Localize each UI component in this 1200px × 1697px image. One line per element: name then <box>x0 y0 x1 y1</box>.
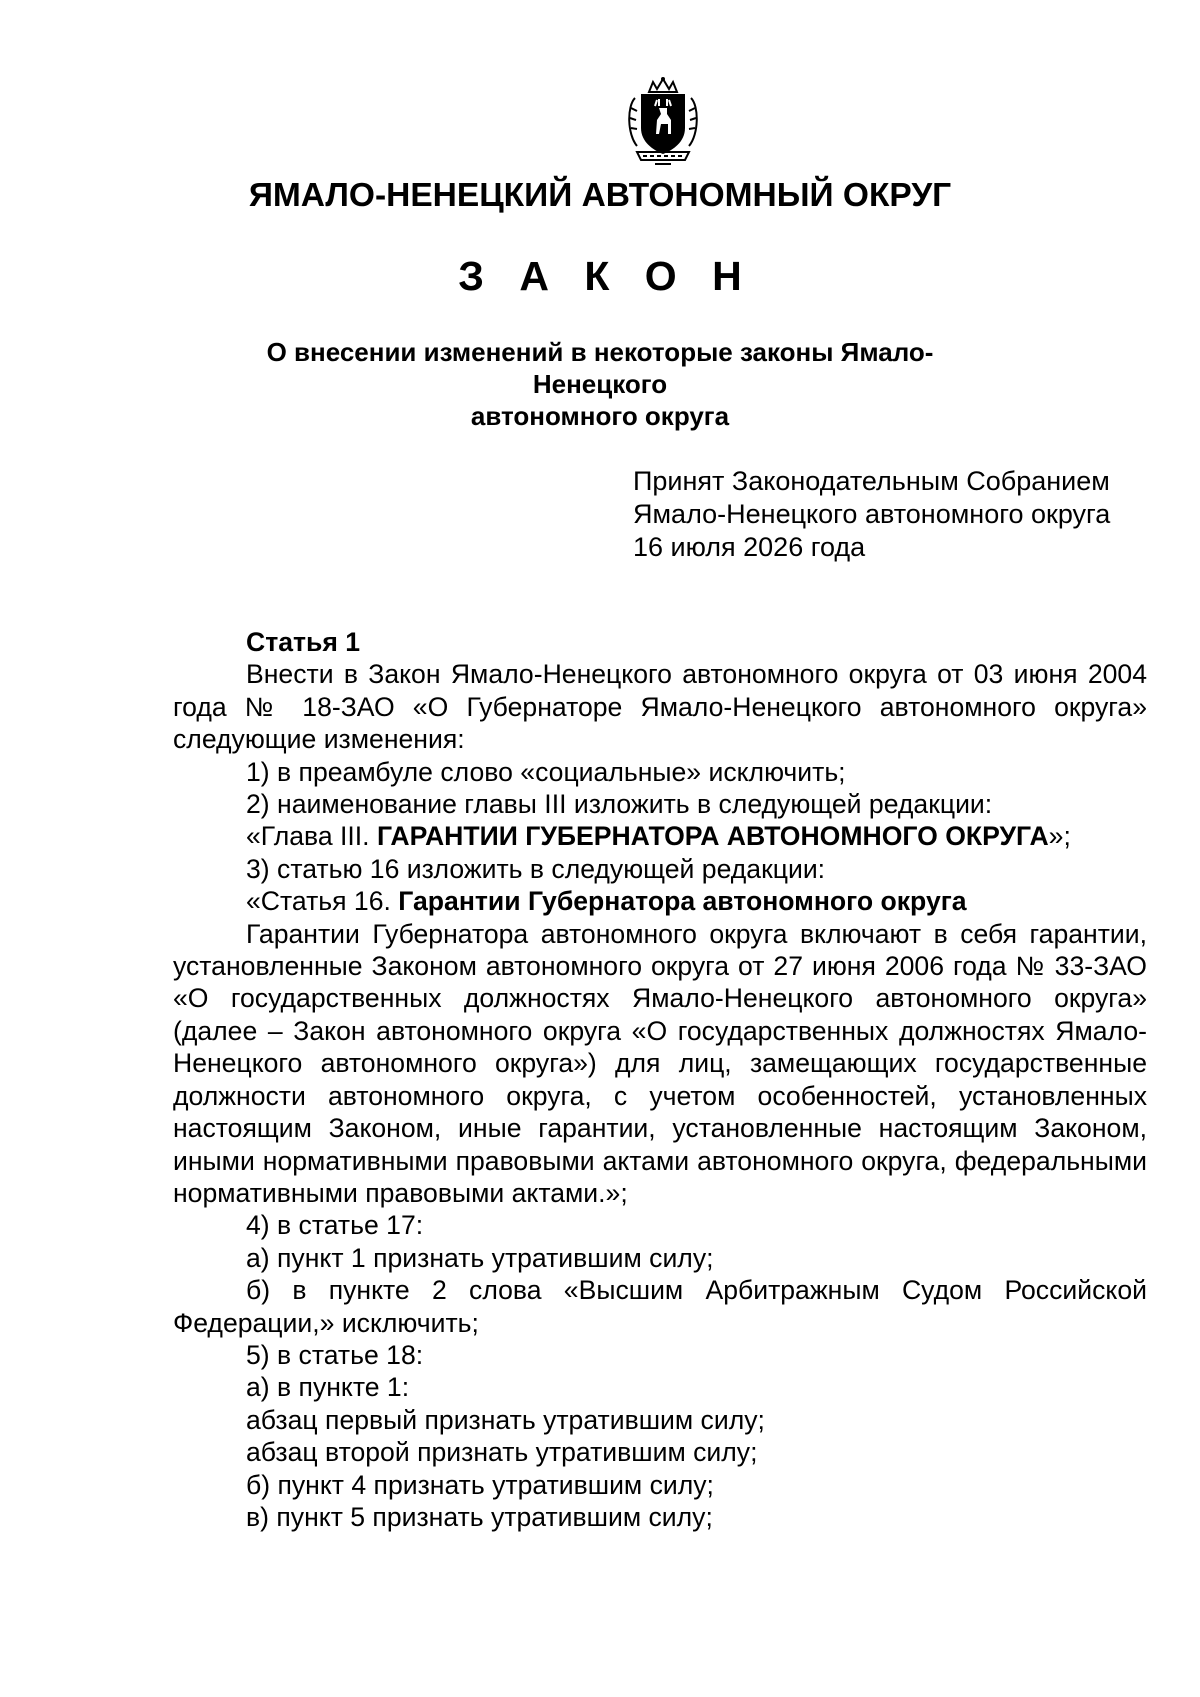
article-intro: Внести в Закон Ямало-Ненецкого автономного округа от 03 июня 2004 года № 18-ЗАО «О Губернаторе Ямало-Ненецкого автономного округа» следующие изменения: <box>173 659 1147 755</box>
law-title-line-1: О внесении изменений в некоторые законы Ямало-Ненецкого <box>266 337 934 399</box>
list-item-5: 5) в статье 18: <box>246 1339 424 1370</box>
list-item-5a-2: абзац второй признать утратившим силу; <box>246 1437 758 1468</box>
list-item-5a-1: абзац первый признать утратившим силу; <box>246 1404 765 1435</box>
chapter-quote <box>173 820 1147 852</box>
list-item-4a: а) пункт 1 признать утратившим силу; <box>246 1242 714 1273</box>
article-1 <box>173 626 1147 1533</box>
adoption-line-1: Принят Законодательным Собранием <box>633 466 1110 496</box>
article16-quote-title: Гарантии Губернатора автономного округа <box>398 886 967 917</box>
adoption-line-3: 16 июля 2026 года <box>633 532 866 562</box>
chapter-quote-title: ГАРАНТИИ ГУБЕРНАТОРА АВТОНОМНОГО ОКРУГА <box>376 821 1049 852</box>
region-heading: ЯМАЛО-НЕНЕЦКИЙ АВТОНОМНЫЙ ОКРУГ <box>248 177 952 214</box>
article16-quote-prefix: «Статья 16. <box>246 886 399 917</box>
coat-of-arms-icon <box>621 76 705 168</box>
law-title-line-2: автономного округа <box>470 401 730 431</box>
document-type-heading: З А К О Н <box>458 253 754 299</box>
list-item-1: 1) в преамбуле слово «социальные» исключить; <box>246 756 846 787</box>
law-title <box>200 336 1000 432</box>
article16-quote <box>173 885 1147 917</box>
adoption-line-2: Ямало-Ненецкого автономного округа <box>633 499 1111 529</box>
list-item-5b: б) пункт 4 признать утратившим силу; <box>246 1469 714 1500</box>
chapter-quote-suffix: »; <box>1048 821 1071 852</box>
chapter-quote-prefix: «Глава III. <box>246 821 377 852</box>
list-item-2: 2) наименование главы III изложить в следующей редакции: <box>246 789 993 820</box>
article16-text: Гарантии Губернатора автономного округа включают в себя гарантии, установленные Законом автономного округа от 27 июня 2006 года № 33-ЗАО «О государственных должностях Ямало-Ненецкого автономного округа» (далее – Закон автономного округа «О государственных должностях Ямало-Ненецкого автономного округа») для лиц, замещающих государственные должности автономного округа, с учетом особенностей, установленных настоящим Законом, иные гарантии, установленные настоящим Законом, иными нормативными правовыми актами автономного округа, федеральными нормативными правовыми актами.»; <box>173 918 1147 1208</box>
list-item-5c: в) пункт 5 признать утратившим силу; <box>246 1501 713 1532</box>
list-item-4: 4) в статье 17: <box>246 1210 424 1241</box>
list-item-5a: а) в пункте 1: <box>246 1372 410 1403</box>
list-item-3: 3) статью 16 изложить в следующей редакции: <box>246 853 826 884</box>
list-item-4b: б) в пункте 2 слова «Высшим Арбитражным Судом Российской Федерации,» исключить; <box>173 1275 1147 1338</box>
article-heading: Статья 1 <box>246 627 361 657</box>
adoption-block <box>633 465 1153 564</box>
